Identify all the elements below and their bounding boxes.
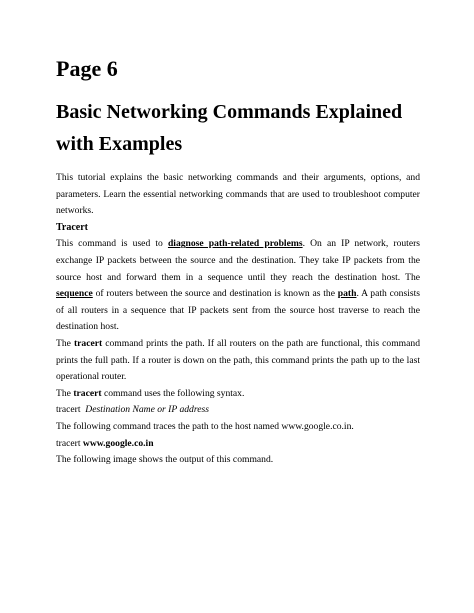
section-heading-tracert: Tracert — [56, 221, 89, 233]
page-label: Page 6 — [56, 56, 118, 81]
document-title: Basic Networking Commands Explained with Examples — [56, 101, 403, 155]
text-fragment: . A path consists of all routers in a sequence that IP packets sent from the source host traverse to reach the destination host. — [56, 288, 420, 333]
syntax-command: tracert — [56, 404, 81, 416]
syntax-line — [56, 402, 420, 419]
example-intro-paragraph: The following command traces the path to the host named www.google.co.in. — [56, 420, 354, 432]
tracert-description-paragraph — [56, 236, 420, 336]
example-host: www.google.co.in — [82, 437, 154, 449]
syntax-intro-paragraph — [56, 386, 420, 403]
text-fragment: The — [56, 337, 74, 349]
command-name: tracert — [73, 337, 103, 349]
sequence-link[interactable]: sequence — [56, 288, 93, 300]
tracert-output-paragraph — [56, 336, 420, 386]
text-fragment: command uses the following syntax. — [101, 387, 245, 399]
text-fragment: The — [56, 387, 74, 399]
syntax-argument: Destination Name or IP address — [85, 404, 209, 416]
text-fragment: command prints the path. If all routers on the path are functional, this command prints the full path. If a router is down on the path, this command prints the path up to the last operational router. — [56, 337, 420, 383]
image-intro-paragraph: The following image shows the output of this command. — [56, 454, 274, 466]
text-fragment: of routers between the source and destination is known as the — [92, 288, 338, 300]
text-fragment: . On an IP network, routers exchange IP packets between the source and the destination. They take IP packets from the source host and forward them in a sequence until they reach the destination host. The — [56, 238, 421, 283]
intro-paragraph: This tutorial explains the basic networking commands and their arguments, options, and parameters. Learn the essential networking commands that are used to troubleshoot computer networks. — [56, 172, 420, 217]
example-line — [56, 436, 420, 453]
example-command: tracert — [56, 437, 83, 449]
diagnose-link[interactable]: diagnose path-related problems — [167, 238, 303, 250]
text-fragment: This command is used to — [56, 238, 168, 250]
command-name: tracert — [73, 387, 102, 399]
path-link[interactable]: path — [337, 288, 357, 300]
document-body — [56, 170, 420, 469]
